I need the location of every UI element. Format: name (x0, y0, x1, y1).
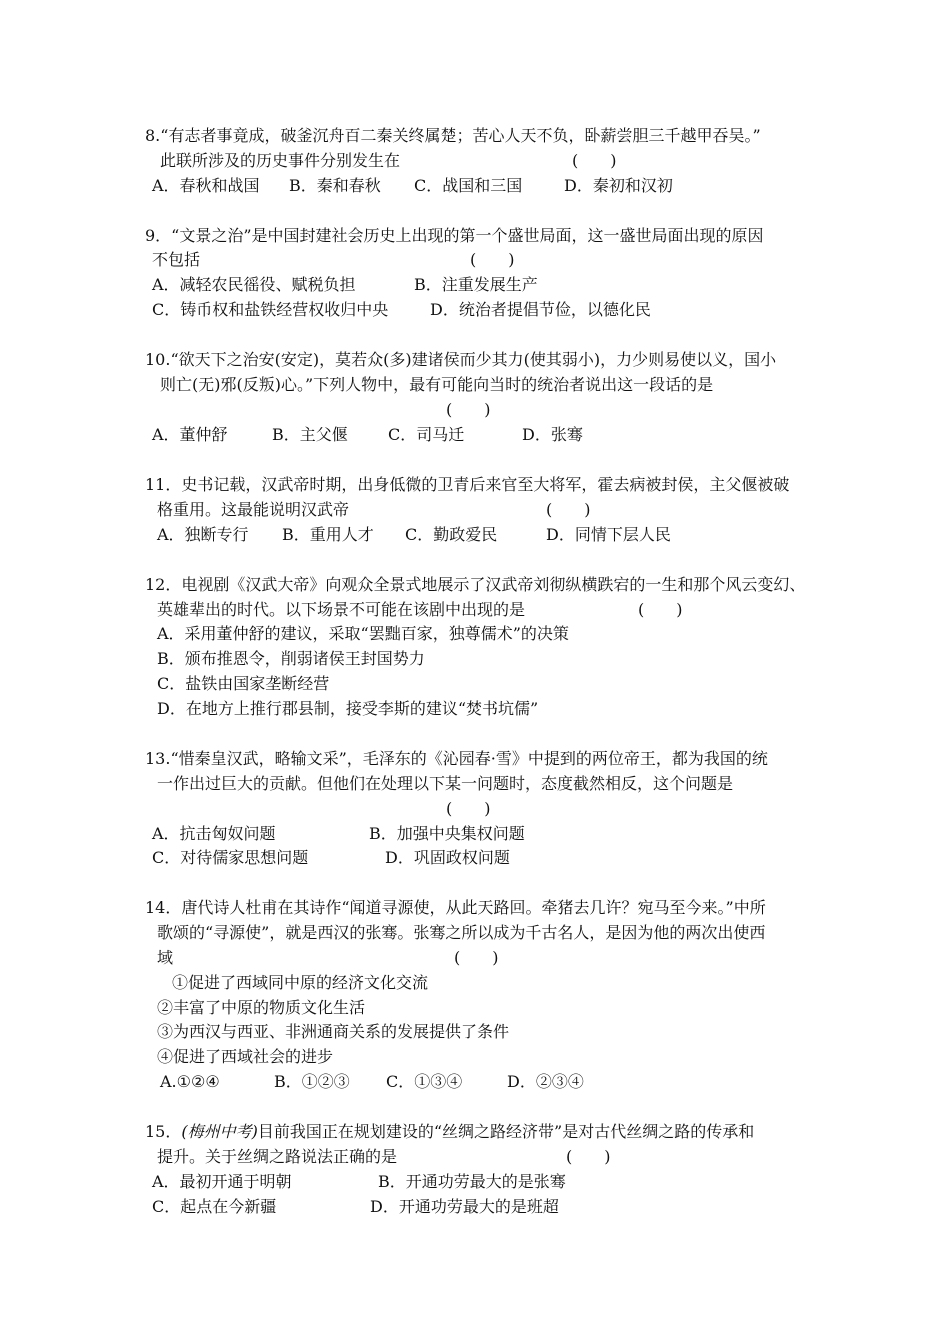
option-c: C．盐铁由国家垄断经营 (157, 674, 330, 693)
question-stem: 格重用。这最能说明汉武帝 (157, 500, 350, 519)
answer-bracket: ( ) (638, 600, 683, 619)
option-b: B．注重发展生产 (414, 275, 538, 294)
option-a: A．董仲舒 (152, 425, 228, 444)
option-b: B．开通功劳最大的是张骞 (378, 1172, 566, 1191)
answer-bracket: ( ) (546, 500, 591, 519)
option-d: D．在地方上推行郡县制，接受李斯的建议“焚书坑儒” (157, 699, 539, 718)
option-d: D．张骞 (522, 425, 583, 444)
option-d: D．巩固政权问题 (385, 848, 510, 867)
answer-bracket: ( ) (572, 151, 617, 170)
answer-bracket: ( ) (454, 948, 499, 967)
option-c: C．司马迁 (388, 425, 465, 444)
question-stem (145, 1121, 754, 1143)
option-a: A．采用董仲舒的建议，采取“罢黜百家，独尊儒术”的决策 (157, 624, 569, 643)
option-d: D．同情下层人民 (546, 525, 671, 544)
question-stem: 此联所涉及的历史事件分别发生在 (160, 151, 401, 170)
question-stem: 13.“惜秦皇汉武，略输文采”，毛泽东的《沁园春·雪》中提到的两位帝王，都为我国的统 (145, 749, 768, 768)
option-c: C．对待儒家思想问题 (152, 848, 309, 867)
question-stem: 10.“欲天下之治安(安定)，莫若众(多)建诸侯而少其力(使其弱小)，力少则易使以义，国小 (145, 350, 777, 369)
question-stem: 11．史书记载，汉武帝时期，出身低微的卫青后来官至大将军，霍去病被封侯，主父偃被破 (145, 475, 790, 494)
option-b: B．重用人才 (282, 525, 374, 544)
question-stem: 9．“文景之治”是中国封建社会历史上出现的第一个盛世局面，这一盛世局面出现的原因 (145, 226, 764, 245)
option-b: B．①②③ (274, 1072, 350, 1091)
question-stem: 提升。关于丝绸之路说法正确的是 (157, 1147, 398, 1166)
option-a: A．抗击匈奴问题 (152, 824, 276, 843)
option-b: B．颁布推恩令，削弱诸侯王封国势力 (157, 649, 425, 668)
option-c: C．起点在今新疆 (152, 1197, 277, 1216)
question-stem: 歌颂的“寻源使”，就是西汉的张骞。张骞之所以成为千古名人，是因为他的两次出使西 (157, 923, 766, 942)
option-b: B．秦和春秋 (289, 176, 381, 195)
option-c: C．勤政爱民 (405, 525, 498, 544)
question-stem: 不包括 (152, 250, 201, 269)
question-stem: 则亡(无)邪(反叛)心。”下列人物中，最有可能向当时的统治者说出这一段话的是 (160, 375, 714, 394)
option-d: D．②③④ (507, 1072, 584, 1091)
question-stem: 8.“有志者事竟成，破釜沉舟百二秦关终属楚；苦心人天不负，卧薪尝胆三千越甲吞吴。” (145, 126, 761, 145)
question-stem: 12．电视剧《汉武大帝》向观众全景式地展示了汉武帝刘彻纵横跌宕的一生和那个风云变幻、 (145, 575, 806, 594)
option-d: D．开通功劳最大的是班超 (370, 1197, 559, 1216)
option-a: A．春秋和战国 (152, 176, 260, 195)
statement-4: ④促进了西域社会的进步 (157, 1047, 334, 1066)
option-c: C．铸币权和盐铁经营权收归中央 (152, 300, 389, 319)
answer-bracket: ( ) (470, 250, 515, 269)
option-a: A.①②④ (160, 1072, 220, 1091)
option-b: B．加强中央集权问题 (369, 824, 525, 843)
answer-bracket: ( ) (446, 400, 491, 419)
statement-2: ②丰富了中原的物质文化生活 (157, 998, 366, 1017)
option-d: D．秦初和汉初 (564, 176, 673, 195)
option-a: A．减轻农民徭役、赋税负担 (152, 275, 356, 294)
option-c: C．战国和三国 (414, 176, 523, 195)
source-tag: (梅州中考) (181, 1122, 258, 1141)
question-stem: 域 (157, 948, 174, 967)
statement-3: ③为西汉与西亚、非洲通商关系的发展提供了条件 (157, 1022, 510, 1041)
option-a: A．最初开通于明朝 (152, 1172, 292, 1191)
question-text: 目前我国正在规划建设的“丝绸之路经济带”是对古代丝绸之路的传承和 (257, 1122, 755, 1141)
option-a: A．独断专行 (157, 525, 249, 544)
question-stem: 一作出过巨大的贡献。但他们在处理以下某一问题时，态度截然相反，这个问题是 (157, 774, 734, 793)
answer-bracket: ( ) (566, 1147, 611, 1166)
question-number: 15． (145, 1122, 182, 1141)
option-b: B．主父偃 (272, 425, 348, 444)
question-stem: 英雄辈出的时代。以下场景不可能在该剧中出现的是 (157, 600, 526, 619)
option-d: D．统治者提倡节俭，以德化民 (430, 300, 651, 319)
option-c: C．①③④ (386, 1072, 463, 1091)
answer-bracket: ( ) (446, 799, 491, 818)
statement-1: ①促进了西域同中原的经济文化交流 (172, 973, 429, 992)
question-stem: 14．唐代诗人杜甫在其诗作“闻道寻源使，从此天路回。牵猪去几许？宛马至今来。”中所 (145, 898, 766, 917)
